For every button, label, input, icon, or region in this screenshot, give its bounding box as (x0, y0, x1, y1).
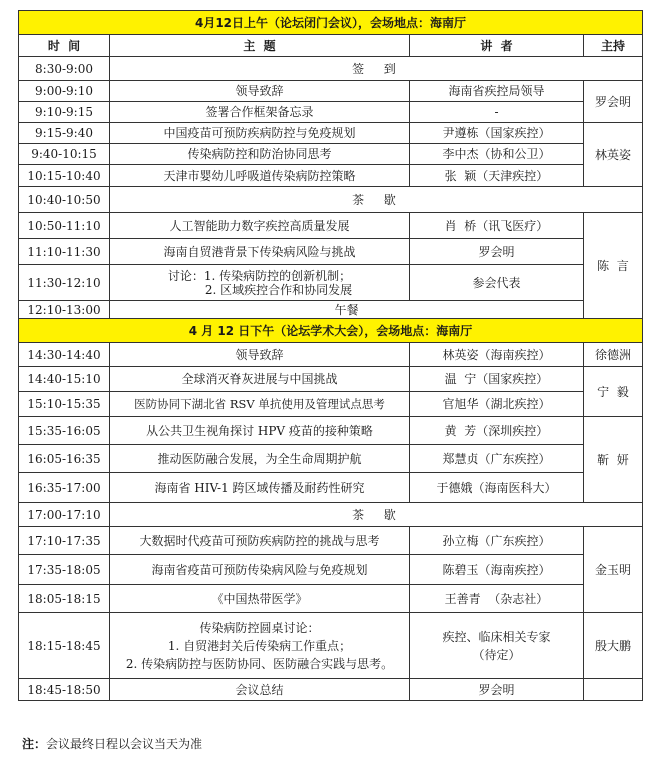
morning-banner: 4月12日上午（论坛闭门会议），会场地点：海南厅 (19, 11, 643, 35)
speaker-cell: 罗会明 (410, 239, 584, 265)
time-cell: 9:10-9:15 (19, 102, 110, 123)
footnote (22, 735, 202, 752)
speaker-cell: 郑慧贞（广东疾控） (410, 445, 584, 473)
speaker-cell: 孙立梅（广东疾控） (410, 527, 584, 555)
discussion-cell (110, 265, 410, 301)
speaker-cell: 黄 芳（深圳疾控） (410, 417, 584, 445)
time-cell: 12:10-13:00 (19, 301, 110, 319)
time-cell: 9:40-10:15 (19, 144, 110, 165)
table-row (19, 343, 643, 367)
topic-cell: 签署合作框架备忘录 (110, 102, 410, 123)
time-cell: 16:35-17:00 (19, 473, 110, 503)
topic-cell: 天津市婴幼儿呼吸道传染病防控策略 (110, 165, 410, 187)
signin-cell: 签 到 (110, 57, 643, 81)
topic-cell: 医防协同下湖北省 RSV 单抗使用及管理试点思考 (110, 392, 410, 417)
lunch-cell: 午餐 (110, 301, 584, 319)
host-cell: 陈 言 (584, 213, 643, 319)
time-cell: 15:35-16:05 (19, 417, 110, 445)
host-cell: 林英姿 (584, 123, 643, 187)
host-cell: 金玉明 (584, 527, 643, 613)
roundtable-cell (110, 613, 410, 679)
table-row (19, 473, 643, 503)
table-row (19, 57, 643, 81)
roundtable-line-1: 传染病防控圆桌讨论： (199, 620, 320, 635)
table-row (19, 165, 643, 187)
topic-cell: 从公共卫生视角探讨 HPV 疫苗的接种策略 (110, 417, 410, 445)
speaker-cell: - (410, 102, 584, 123)
speaker-cell: 尹遵栋（国家疾控） (410, 123, 584, 144)
agenda-table (18, 10, 643, 701)
time-cell: 18:45-18:50 (19, 679, 110, 701)
time-cell: 18:15-18:45 (19, 613, 110, 679)
table-row (19, 392, 643, 417)
time-cell: 8:30-9:00 (19, 57, 110, 81)
speaker-cell: 海南省疾控局领导 (410, 81, 584, 102)
time-cell: 16:05-16:35 (19, 445, 110, 473)
time-cell: 15:10-15:35 (19, 392, 110, 417)
afternoon-banner-row (19, 319, 643, 343)
table-row (19, 102, 643, 123)
table-row (19, 527, 643, 555)
table-row (19, 445, 643, 473)
table-row (19, 503, 643, 527)
time-cell: 10:40-10:50 (19, 187, 110, 213)
table-row (19, 187, 643, 213)
table-row (19, 81, 643, 102)
table-row (19, 613, 643, 679)
topic-cell: 《中国热带医学》 (110, 585, 410, 613)
speaker-cell: 罗会明 (410, 679, 584, 701)
time-cell: 11:30-12:10 (19, 265, 110, 301)
roundtable-line-2: 1. 自贸港封关后传染病工作重点； (167, 638, 352, 653)
topic-cell: 中国疫苗可预防疾病防控与免疫规划 (110, 123, 410, 144)
host-cell-empty (584, 679, 643, 701)
time-cell: 9:15-9:40 (19, 123, 110, 144)
speaker-cell: 于德娥（海南医科大） (410, 473, 584, 503)
topic-cell: 传染病防控和防治协同思考 (110, 144, 410, 165)
time-cell: 17:00-17:10 (19, 503, 110, 527)
time-cell: 11:10-11:30 (19, 239, 110, 265)
speaker-cell: 参会代表 (410, 265, 584, 301)
topic-cell: 会议总结 (110, 679, 410, 701)
header-host: 主持 (584, 35, 643, 57)
morning-banner-row (19, 11, 643, 35)
table-row (19, 417, 643, 445)
topic-cell: 海南省疫苗可预防传染病风险与免疫规划 (110, 555, 410, 585)
topic-cell: 全球消灭脊灰进展与中国挑战 (110, 367, 410, 392)
roundtable-speaker-2: （待定） (472, 647, 521, 662)
host-cell: 罗会明 (584, 81, 643, 123)
discussion-line-1: 讨论：1. 传染病防控的创新机制； (167, 268, 352, 283)
speaker-cell: 王善青 （杂志社） (410, 585, 584, 613)
table-row (19, 555, 643, 585)
topic-cell: 领导致辞 (110, 81, 410, 102)
topic-cell: 推动医防融合发展，为全生命周期护航 (110, 445, 410, 473)
time-cell: 14:40-15:10 (19, 367, 110, 392)
header-row (19, 35, 643, 57)
speaker-cell: 林英姿（海南疾控） (410, 343, 584, 367)
topic-cell: 海南省 HIV-1 跨区域传播及耐药性研究 (110, 473, 410, 503)
topic-cell: 领导致辞 (110, 343, 410, 367)
time-cell: 18:05-18:15 (19, 585, 110, 613)
table-row (19, 301, 643, 319)
header-topic: 主 题 (110, 35, 410, 57)
speaker-cell: 温 宁（国家疾控） (410, 367, 584, 392)
roundtable-line-3: 2. 传染病防控与医防协同、医防融合实践与思考。 (125, 656, 394, 671)
header-time: 时 间 (19, 35, 110, 57)
roundtable-speaker-1: 疾控、临床相关专家 (442, 629, 551, 644)
table-row (19, 213, 643, 239)
speaker-cell: 肖 桥（讯飞医疗） (410, 213, 584, 239)
host-cell: 殷大鹏 (584, 613, 643, 679)
time-cell: 10:50-11:10 (19, 213, 110, 239)
time-cell: 17:35-18:05 (19, 555, 110, 585)
host-cell: 宁 毅 (584, 367, 643, 417)
header-speaker: 讲 者 (410, 35, 584, 57)
table-row (19, 239, 643, 265)
speaker-cell: 陈碧玉（海南疾控） (410, 555, 584, 585)
discussion-line-2: 2. 区域疾控合作和协同发展 (204, 282, 353, 297)
table-row (19, 679, 643, 701)
topic-cell: 海南自贸港背景下传染病风险与挑战 (110, 239, 410, 265)
topic-cell: 人工智能助力数字疾控高质量发展 (110, 213, 410, 239)
time-cell: 9:00-9:10 (19, 81, 110, 102)
afternoon-banner: 4 月 12 日下午（论坛学术大会），会场地点：海南厅 (19, 319, 643, 343)
break-cell: 茶 歇 (110, 187, 643, 213)
speaker-cell: 李中杰（协和公卫） (410, 144, 584, 165)
topic-cell: 大数据时代疫苗可预防疾病防控的挑战与思考 (110, 527, 410, 555)
table-row (19, 144, 643, 165)
time-cell: 14:30-14:40 (19, 343, 110, 367)
speaker-cell (410, 613, 584, 679)
break-cell: 茶 歇 (110, 503, 643, 527)
table-row (19, 265, 643, 301)
footnote-label: 注： (22, 737, 47, 751)
time-cell: 17:10-17:35 (19, 527, 110, 555)
speaker-cell: 张 颖（天津疾控） (410, 165, 584, 187)
host-cell: 徐德洲 (584, 343, 643, 367)
time-cell: 10:15-10:40 (19, 165, 110, 187)
footnote-text: 会议最终日程以会议当天为准 (46, 737, 203, 751)
speaker-cell: 官旭华（湖北疾控） (410, 392, 584, 417)
table-row (19, 123, 643, 144)
table-row (19, 585, 643, 613)
host-cell: 靳 妍 (584, 417, 643, 503)
table-row (19, 367, 643, 392)
